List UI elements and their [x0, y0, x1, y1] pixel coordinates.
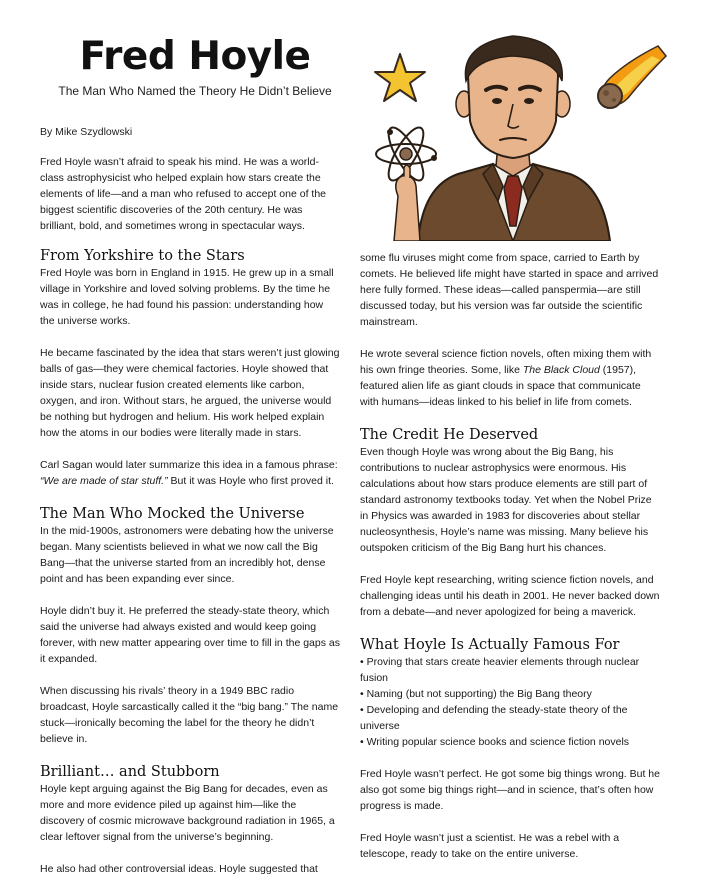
star-icon [375, 54, 425, 101]
paragraph: He also had other controversial ideas. Hoyle suggested that [40, 863, 318, 875]
intro-paragraph: Fred Hoyle wasn’t afraid to speak his mind. He was a world-class astrophysicist who helped explain how stars create the elements of life—and a man who refused to accept one of the biggest scientific discoveries of the 20th century. He was brilliant, bold, and sometimes wrong in spectacular ways. [40, 156, 327, 232]
page-title: Fred Hoyle [79, 34, 311, 79]
paragraph: In the mid-1900s, astronomers were debating how the universe began. Many scientists believed in what we now call the Big Bang—that the universe started from an incredibly hot, dense point and has been expanding ever since. [40, 525, 334, 585]
comet-icon [598, 46, 666, 108]
paragraph: Even though Hoyle was wrong about the Big Bang, his contributions to nuclear astrophysics were enormous. His calculations about how stars produce elements are still part of standard astronomy textbooks today. Yet when the Nobel Prize in Physics was awarded in 1983 for discoveries about stellar nucleosynthesis, Hoyle’s name was missing. Many believe his outspoken criticism of the Big Bang hurt his chances. [360, 446, 652, 554]
byline: By Mike Szydlowski [40, 126, 133, 138]
list-item: • Writing popular science books and science fiction novels [360, 734, 660, 750]
left-column [40, 247, 340, 893]
famous-for-list [360, 654, 660, 750]
paragraph-text: Carl Sagan would later summarize this idea in a famous phrase: [40, 459, 338, 471]
paragraph: Fred Hoyle wasn’t just a scientist. He was a rebel with a telescope, ready to take on the entire universe. [360, 832, 620, 860]
paragraph-text: (1957), featured alien life as giant clouds in space that communicate with humans—ideas linked to his belief in life from comets. [360, 364, 641, 408]
paragraph-text: But it was Hoyle who first proved it. [167, 475, 334, 487]
paragraph: Hoyle didn’t buy it. He preferred the steady-state theory, which said the universe had always existed and would keep going forever, with new matter appearing over time to fill in the gaps as it expanded. [40, 605, 340, 665]
section-heading: What Hoyle Is Actually Famous For [360, 637, 620, 653]
list-item: • Developing and defending the steady-state theory of the universe [360, 702, 660, 734]
right-column [360, 250, 660, 878]
paragraph: When discussing his rivals’ theory in a 1949 BBC radio broadcast, Hoyle sarcastically called it the “big bang.” The name stuck—ironically becoming the label for the theory he didn’t believe in. [40, 685, 339, 745]
portrait [418, 36, 610, 241]
section-heading: Brilliant… and Stubborn [40, 764, 220, 780]
hoyle-illustration [348, 26, 678, 241]
paragraph [360, 346, 660, 410]
paragraph-text: He wrote several science fiction novels, often mixing them with his own fringe theories. Some, like [360, 348, 652, 376]
paragraph: Fred Hoyle was born in England in 1915. He grew up in a small village in Yorkshire and loved solving problems. By the time he was in college, he had found his passion: understanding how the universe works. [40, 267, 334, 327]
paragraph: Fred Hoyle wasn’t perfect. He got some big things wrong. But he also got some big things right—and in science, that’s often how progress is made. [360, 768, 660, 812]
paragraph: Fred Hoyle kept researching, writing science fiction novels, and challenging ideas until his death in 2001. He never backed down from a debate—and never apologized for being a maverick. [360, 574, 660, 618]
book-title: The Black Cloud [522, 364, 600, 376]
paragraph: He became fascinated by the idea that stars weren’t just glowing balls of gas—they were chemical factories. Hoyle showed that inside stars, nuclear fusion created elements like carbon, oxygen, and iron. Without stars, he argued, the universe would be nothing but hydrogen and helium. His work helped explain how the atoms in our bodies were literally made in stars. [40, 347, 340, 439]
paragraph: some flu viruses might come from space, carried to Earth by comets. He believed life might have started in space and arrived here fully formed. These ideas—called panspermia—are still discussed today, but his version was far outside the scientific mainstream. [360, 252, 659, 328]
sagan-quote: “We are made of star stuff.” [40, 475, 168, 487]
section-heading: From Yorkshire to the Stars [40, 248, 245, 264]
list-item: • Proving that stars create heavier elements through nuclear fusion [360, 654, 660, 686]
section-heading: The Credit He Deserved [360, 427, 539, 443]
paragraph [40, 457, 340, 489]
section-heading: The Man Who Mocked the Universe [40, 506, 305, 522]
paragraph: Hoyle kept arguing against the Big Bang for decades, even as more and more evidence piled up against him—like the discovery of cosmic microwave background radiation in 1965, a clear leftover signal from the universe’s beginning. [40, 783, 335, 843]
list-item: • Naming (but not supporting) the Big Bang theory [360, 686, 660, 702]
page-subtitle: The Man Who Named the Theory He Didn’t Believe [58, 84, 332, 98]
